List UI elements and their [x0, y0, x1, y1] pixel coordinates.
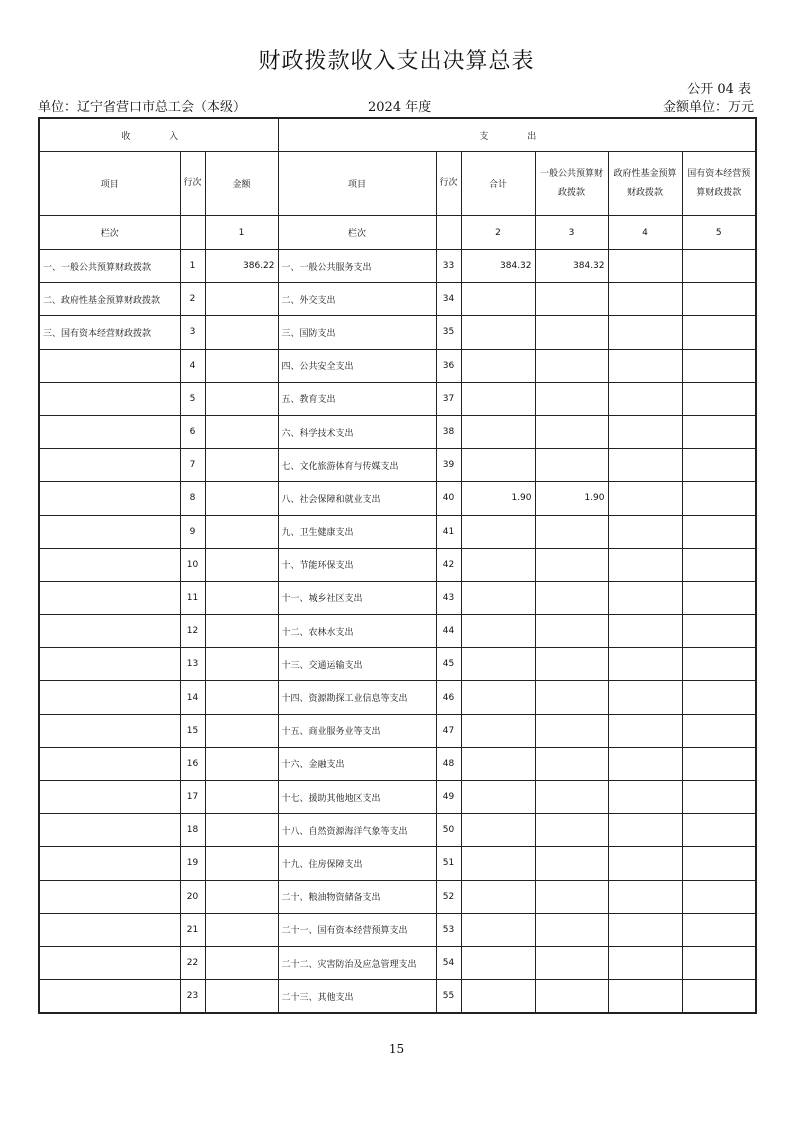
income-item-cell — [39, 615, 180, 648]
expense-row-no-cell: 35 — [436, 316, 461, 349]
header-group-row — [39, 118, 756, 152]
state-capital-cell — [682, 482, 756, 515]
gov-fund-cell — [608, 747, 682, 780]
expense-row-no-cell: 36 — [436, 349, 461, 382]
state-capital-cell — [682, 382, 756, 415]
state-capital-cell — [682, 548, 756, 581]
income-header: 收 入 — [39, 118, 278, 152]
gov-fund-cell — [608, 382, 682, 415]
expense-item-cell: 十四、资源勘探工业信息等支出 — [278, 681, 436, 714]
state-capital-cell — [682, 814, 756, 847]
state-capital-cell — [682, 980, 756, 1014]
income-item-cell: 三、国有资本经营财政拨款 — [39, 316, 180, 349]
expense-item-cell: 四、公共安全支出 — [278, 349, 436, 382]
expense-item-cell: 八、社会保障和就业支出 — [278, 482, 436, 515]
gov-fund-cell — [608, 449, 682, 482]
income-row-no-header: 行次 — [180, 152, 205, 216]
col-index-4: 4 — [608, 216, 682, 250]
income-item-cell — [39, 847, 180, 880]
expense-item-cell: 十一、城乡社区支出 — [278, 581, 436, 614]
gov-fund-cell — [608, 283, 682, 316]
col-label-income: 栏次 — [39, 216, 180, 250]
income-row-no-cell: 6 — [180, 415, 205, 448]
income-item-cell — [39, 648, 180, 681]
expense-item-cell: 一、一般公共服务支出 — [278, 250, 436, 283]
table-row — [39, 814, 756, 847]
expense-row-no-cell: 55 — [436, 980, 461, 1014]
expense-row-no-cell: 37 — [436, 382, 461, 415]
state-capital-cell — [682, 946, 756, 979]
state-capital-cell — [682, 449, 756, 482]
income-amount-cell — [205, 449, 278, 482]
income-item-cell — [39, 548, 180, 581]
expense-row-no-cell: 51 — [436, 847, 461, 880]
general-budget-cell — [535, 548, 608, 581]
total-cell — [461, 449, 535, 482]
income-item-header: 项目 — [39, 152, 180, 216]
gov-fund-cell — [608, 482, 682, 515]
expense-item-cell: 二十三、其他支出 — [278, 980, 436, 1014]
income-amount-cell — [205, 415, 278, 448]
expense-item-cell: 二十、粮油物资储备支出 — [278, 880, 436, 913]
income-row-no-cell: 7 — [180, 449, 205, 482]
income-item-cell — [39, 681, 180, 714]
income-row-no-cell: 5 — [180, 382, 205, 415]
expense-row-no-cell: 52 — [436, 880, 461, 913]
table-row — [39, 648, 756, 681]
income-amount-cell: 386.22 — [205, 250, 278, 283]
income-row-no-cell: 12 — [180, 615, 205, 648]
income-row-no-cell: 19 — [180, 847, 205, 880]
income-item-cell — [39, 747, 180, 780]
budget-table — [38, 117, 757, 1014]
table-row — [39, 615, 756, 648]
expense-row-no-cell: 54 — [436, 946, 461, 979]
income-row-no-cell: 13 — [180, 648, 205, 681]
table-row — [39, 980, 756, 1014]
total-cell — [461, 714, 535, 747]
gov-fund-cell — [608, 581, 682, 614]
income-amount-cell — [205, 714, 278, 747]
total-cell — [461, 648, 535, 681]
expense-row-no-cell: 49 — [436, 781, 461, 814]
col-label-expense: 栏次 — [278, 216, 436, 250]
expense-item-cell: 二十二、灾害防治及应急管理支出 — [278, 946, 436, 979]
expense-row-no-cell: 44 — [436, 615, 461, 648]
expense-item-cell: 十五、商业服务业等支出 — [278, 714, 436, 747]
table-body — [39, 250, 756, 1014]
state-capital-cell — [682, 615, 756, 648]
income-amount-cell — [205, 382, 278, 415]
total-cell — [461, 913, 535, 946]
table-row — [39, 847, 756, 880]
general-budget-cell — [535, 581, 608, 614]
table-row — [39, 382, 756, 415]
expense-row-no-cell: 50 — [436, 814, 461, 847]
income-amount-cell — [205, 913, 278, 946]
income-item-cell — [39, 946, 180, 979]
total-cell — [461, 681, 535, 714]
income-item-cell: 二、政府性基金预算财政拨款 — [39, 283, 180, 316]
table-row — [39, 880, 756, 913]
total-cell: 1.90 — [461, 482, 535, 515]
expense-row-no-cell: 46 — [436, 681, 461, 714]
expense-row-no-cell: 41 — [436, 515, 461, 548]
fiscal-year: 2024 年度 — [368, 100, 432, 115]
total-cell — [461, 747, 535, 780]
general-budget-cell — [535, 316, 608, 349]
expense-item-cell: 十六、金融支出 — [278, 747, 436, 780]
general-budget-cell — [535, 980, 608, 1014]
gov-fund-cell — [608, 250, 682, 283]
income-item-cell — [39, 781, 180, 814]
table-row — [39, 283, 756, 316]
page-number: 15 — [388, 1042, 405, 1056]
income-item-cell — [39, 581, 180, 614]
col-index-2: 2 — [461, 216, 535, 250]
total-cell — [461, 880, 535, 913]
income-row-no-cell: 15 — [180, 714, 205, 747]
income-item-cell — [39, 880, 180, 913]
table-row — [39, 714, 756, 747]
state-capital-cell — [682, 349, 756, 382]
total-cell — [461, 382, 535, 415]
table-row — [39, 946, 756, 979]
gov-fund-cell — [608, 349, 682, 382]
expense-item-cell: 九、卫生健康支出 — [278, 515, 436, 548]
col-index-5: 5 — [682, 216, 756, 250]
total-cell — [461, 781, 535, 814]
state-capital-cell — [682, 415, 756, 448]
general-budget-cell — [535, 648, 608, 681]
income-row-no-cell: 8 — [180, 482, 205, 515]
income-amount-cell — [205, 548, 278, 581]
income-amount-cell — [205, 847, 278, 880]
total-cell: 384.32 — [461, 250, 535, 283]
state-capital-cell — [682, 681, 756, 714]
gov-fund-cell — [608, 714, 682, 747]
income-amount-cell — [205, 581, 278, 614]
table-row — [39, 349, 756, 382]
income-amount-cell — [205, 482, 278, 515]
general-budget-cell — [535, 415, 608, 448]
table-row — [39, 316, 756, 349]
gov-fund-cell — [608, 548, 682, 581]
state-capital-cell — [682, 913, 756, 946]
income-row-no-cell: 1 — [180, 250, 205, 283]
income-item-cell — [39, 349, 180, 382]
income-row-no-cell: 2 — [180, 283, 205, 316]
general-budget-cell — [535, 382, 608, 415]
general-budget-cell — [535, 946, 608, 979]
table-row — [39, 548, 756, 581]
income-row-no-cell: 9 — [180, 515, 205, 548]
income-row-no-cell: 23 — [180, 980, 205, 1014]
expense-item-cell: 二、外交支出 — [278, 283, 436, 316]
expense-row-no-cell: 42 — [436, 548, 461, 581]
table-row — [39, 913, 756, 946]
expense-row-no-cell: 53 — [436, 913, 461, 946]
total-cell — [461, 548, 535, 581]
income-row-no-cell: 3 — [180, 316, 205, 349]
general-budget-cell — [535, 814, 608, 847]
income-row-no-cell: 18 — [180, 814, 205, 847]
total-cell — [461, 814, 535, 847]
expense-row-no-cell: 40 — [436, 482, 461, 515]
income-amount-cell — [205, 781, 278, 814]
income-item-cell — [39, 449, 180, 482]
income-amount-cell — [205, 980, 278, 1014]
gov-fund-cell — [608, 814, 682, 847]
total-cell — [461, 581, 535, 614]
income-row-no-cell: 21 — [180, 913, 205, 946]
general-budget-cell — [535, 847, 608, 880]
expense-row-no-header: 行次 — [436, 152, 461, 216]
table-row — [39, 482, 756, 515]
total-cell — [461, 847, 535, 880]
expense-row-no-cell: 34 — [436, 283, 461, 316]
income-item-cell — [39, 980, 180, 1014]
income-amount-cell — [205, 880, 278, 913]
income-item-cell — [39, 415, 180, 448]
reporting-unit: 单位：辽宁省营口市总工会（本级） — [38, 100, 247, 115]
income-amount-cell — [205, 316, 278, 349]
total-cell — [461, 515, 535, 548]
income-amount-cell — [205, 283, 278, 316]
gov-fund-cell — [608, 648, 682, 681]
expense-row-no-cell: 43 — [436, 581, 461, 614]
table-row — [39, 681, 756, 714]
income-row-no-cell: 17 — [180, 781, 205, 814]
total-cell — [461, 316, 535, 349]
state-capital-cell — [682, 250, 756, 283]
expense-item-cell: 六、科学技术支出 — [278, 415, 436, 448]
table-row — [39, 515, 756, 548]
page-title: 财政拨款收入支出决算总表 — [258, 49, 535, 74]
state-capital-cell — [682, 581, 756, 614]
gov-fund-header: 政府性基金预算财政拨款 — [608, 152, 682, 216]
expense-item-header: 项目 — [278, 152, 436, 216]
money-unit: 金额单位：万元 — [662, 100, 754, 115]
gov-fund-cell — [608, 681, 682, 714]
total-cell — [461, 946, 535, 979]
expense-item-cell: 十二、农林水支出 — [278, 615, 436, 648]
general-budget-cell — [535, 913, 608, 946]
state-capital-cell — [682, 747, 756, 780]
expense-row-no-cell: 47 — [436, 714, 461, 747]
expense-item-cell: 十三、交通运输支出 — [278, 648, 436, 681]
total-cell — [461, 415, 535, 448]
expense-item-cell: 七、文化旅游体育与传媒支出 — [278, 449, 436, 482]
income-row-no-cell: 22 — [180, 946, 205, 979]
expense-item-cell: 十七、援助其他地区支出 — [278, 781, 436, 814]
state-capital-cell — [682, 648, 756, 681]
income-item-cell — [39, 382, 180, 415]
expense-item-cell: 三、国防支出 — [278, 316, 436, 349]
state-capital-cell — [682, 781, 756, 814]
general-budget-cell — [535, 283, 608, 316]
income-amount-cell — [205, 648, 278, 681]
income-row-no-cell: 4 — [180, 349, 205, 382]
gov-fund-cell — [608, 946, 682, 979]
general-budget-cell: 1.90 — [535, 482, 608, 515]
income-row-no-cell: 20 — [180, 880, 205, 913]
general-budget-cell: 384.32 — [535, 250, 608, 283]
header-column-row — [39, 152, 756, 216]
state-capital-cell — [682, 880, 756, 913]
report-meta — [38, 96, 754, 114]
table-row — [39, 449, 756, 482]
table-row — [39, 581, 756, 614]
gov-fund-cell — [608, 913, 682, 946]
income-item-cell — [39, 814, 180, 847]
general-budget-cell — [535, 615, 608, 648]
income-amount-cell — [205, 515, 278, 548]
expense-row-no-cell: 48 — [436, 747, 461, 780]
general-budget-header: 一般公共预算财政拨款 — [535, 152, 608, 216]
expense-header: 支 出 — [278, 118, 756, 152]
amount-header: 金额 — [205, 152, 278, 216]
general-budget-cell — [535, 781, 608, 814]
total-cell — [461, 349, 535, 382]
general-budget-cell — [535, 747, 608, 780]
table-row — [39, 415, 756, 448]
expense-item-cell: 十八、自然资源海洋气象等支出 — [278, 814, 436, 847]
income-item-cell: 一、一般公共预算财政拨款 — [39, 250, 180, 283]
state-capital-cell — [682, 515, 756, 548]
income-item-cell — [39, 482, 180, 515]
income-item-cell — [39, 714, 180, 747]
empty-cell — [436, 216, 461, 250]
expense-row-no-cell: 45 — [436, 648, 461, 681]
gov-fund-cell — [608, 316, 682, 349]
income-amount-cell — [205, 747, 278, 780]
expense-row-no-cell: 33 — [436, 250, 461, 283]
state-capital-cell — [682, 283, 756, 316]
table-row — [39, 781, 756, 814]
col-index-1: 1 — [205, 216, 278, 250]
total-cell — [461, 283, 535, 316]
income-amount-cell — [205, 814, 278, 847]
expense-row-no-cell: 39 — [436, 449, 461, 482]
total-cell — [461, 615, 535, 648]
income-item-cell — [39, 913, 180, 946]
gov-fund-cell — [608, 880, 682, 913]
expense-item-cell: 五、教育支出 — [278, 382, 436, 415]
income-row-no-cell: 10 — [180, 548, 205, 581]
income-amount-cell — [205, 615, 278, 648]
income-row-no-cell: 16 — [180, 747, 205, 780]
gov-fund-cell — [608, 415, 682, 448]
general-budget-cell — [535, 714, 608, 747]
general-budget-cell — [535, 681, 608, 714]
state-capital-cell — [682, 847, 756, 880]
gov-fund-cell — [608, 781, 682, 814]
gov-fund-cell — [608, 980, 682, 1014]
total-header: 合计 — [461, 152, 535, 216]
income-amount-cell — [205, 681, 278, 714]
general-budget-cell — [535, 880, 608, 913]
income-amount-cell — [205, 946, 278, 979]
expense-row-no-cell: 38 — [436, 415, 461, 448]
expense-item-cell: 十、节能环保支出 — [278, 548, 436, 581]
income-amount-cell — [205, 349, 278, 382]
total-cell — [461, 980, 535, 1014]
expense-item-cell: 十九、住房保障支出 — [278, 847, 436, 880]
column-index-row — [39, 216, 756, 250]
general-budget-cell — [535, 449, 608, 482]
income-row-no-cell: 14 — [180, 681, 205, 714]
gov-fund-cell — [608, 515, 682, 548]
state-capital-header: 国有资本经营预算财政拨款 — [682, 152, 756, 216]
general-budget-cell — [535, 349, 608, 382]
state-capital-cell — [682, 714, 756, 747]
general-budget-cell — [535, 515, 608, 548]
income-item-cell — [39, 515, 180, 548]
state-capital-cell — [682, 316, 756, 349]
col-index-3: 3 — [535, 216, 608, 250]
income-row-no-cell: 11 — [180, 581, 205, 614]
table-row — [39, 250, 756, 283]
form-number: 公开 04 表 — [687, 82, 751, 97]
empty-cell — [180, 216, 205, 250]
table-row — [39, 747, 756, 780]
gov-fund-cell — [608, 847, 682, 880]
expense-item-cell: 二十一、国有资本经营预算支出 — [278, 913, 436, 946]
gov-fund-cell — [608, 615, 682, 648]
